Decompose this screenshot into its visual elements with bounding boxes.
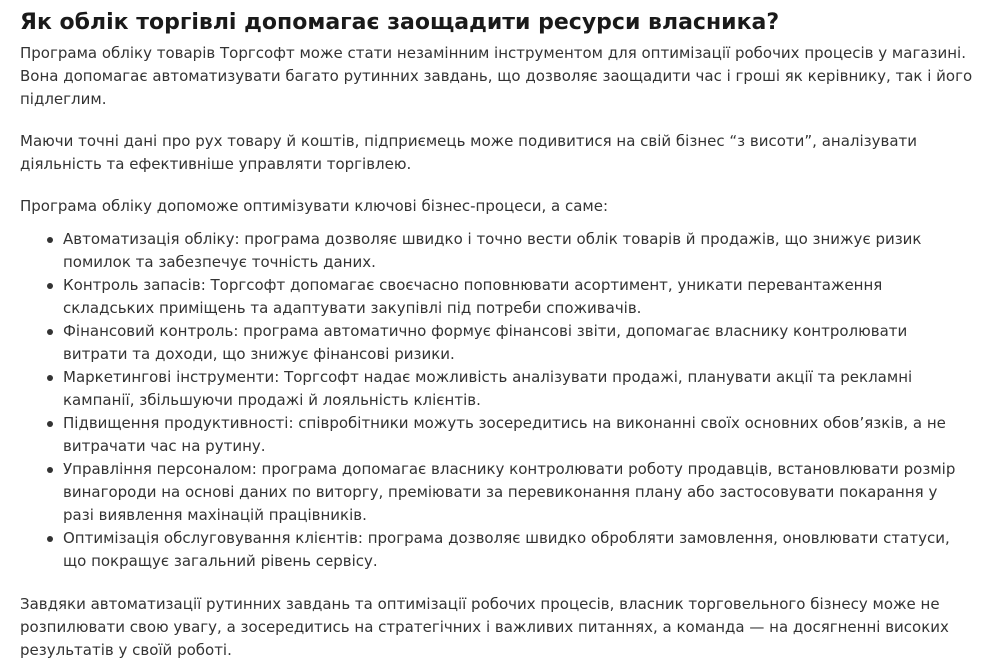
text-line: Завдяки автоматизації рутинних завдань та оптимізації робочих процесів, власник торговельного бізнесу може не [20, 595, 940, 613]
text-line: винагороди на основі даних по виторгу, преміювати за перевиконання плану або застосовувати покарання у [63, 483, 938, 501]
text-line: Маючи точні дані про рух товару й коштів, підприємець може подивитися на свій бізнес “з висоти”, аналізувати [20, 132, 918, 150]
text-line: складських приміщень та адаптувати закупівлі під потреби споживачів. [63, 299, 642, 317]
conclusion-paragraph [20, 593, 980, 662]
text-line: Оптимізація обслуговування клієнтів: програма дозволяє швидко обробляти замовлення, оновлювати статуси, [63, 529, 950, 547]
text-line: разі виявлення махінацій працівників. [63, 506, 367, 524]
list-intro-paragraph [20, 195, 980, 218]
text-line: Програма обліку товарів Торгсофт може стати незамінним інструментом для оптимізації робочих процесів у магазині. [20, 44, 966, 62]
bullet-icon [47, 237, 53, 243]
list-item [20, 274, 1000, 320]
list-item [20, 228, 1000, 274]
text-line: Автоматизація обліку: програма дозволяє швидко і точно вести облік товарів й продажів, що знижує ризик [63, 230, 922, 248]
intro-paragraph [20, 42, 980, 111]
text-line: витрачати час на рутину. [63, 437, 266, 455]
bullet-icon [47, 375, 53, 381]
bullet-icon [47, 467, 53, 473]
text-line: результатів у своїй роботі. [20, 641, 232, 659]
text-line: Маркетингові інструменти: Торгсофт надає можливість аналізувати продажі, планувати акції та рекламні [63, 368, 913, 386]
list-item [20, 527, 1000, 573]
text-line: Вона допомагає автоматизувати багато рутинних завдань, що дозволяє заощадити час і гроші як керівнику, так і його [20, 67, 973, 85]
bullet-icon [47, 421, 53, 427]
article-title: Як облік торгівлі допомагає заощадити ресурси власника? [20, 10, 780, 35]
bullet-icon [47, 329, 53, 335]
text-line: діяльність та ефективніше управляти торгівлею. [20, 155, 412, 173]
text-line: підлеглим. [20, 90, 107, 108]
text-line: Фінансовий контроль: програма автоматично формує фінансові звіти, допомагає власнику контролювати [63, 322, 908, 340]
text-line: Контроль запасів: Торгсофт допомагає своєчасно поповнювати асортимент, уникати перевантаження [63, 276, 883, 294]
text-line: розпилювати свою увагу, а зосередитись на стратегічних і важливих питаннях, а команда — на досягненні високих [20, 618, 949, 636]
text-line: витрати та доходи, що знижує фінансові ризики. [63, 345, 455, 363]
text-line: Підвищення продуктивності: співробітники можуть зосередитись на виконанні своїх основних обов’язків, а не [63, 414, 946, 432]
text-line: що покращує загальний рівень сервісу. [63, 552, 378, 570]
overview-paragraph [20, 130, 980, 176]
benefits-list [20, 228, 1000, 573]
text-line: помилок та забезпечує точність даних. [63, 253, 376, 271]
list-item [20, 458, 1000, 527]
bullet-icon [47, 536, 53, 542]
text-line: кампанії, збільшуючи продажі й лояльність клієнтів. [63, 391, 481, 409]
list-item [20, 320, 1000, 366]
text-line: Програма обліку допоможе оптимізувати ключові бізнес-процеси, а саме: [20, 197, 609, 215]
list-item [20, 366, 1000, 412]
bullet-icon [47, 283, 53, 289]
list-item [20, 412, 1000, 458]
text-line: Управління персоналом: програма допомагає власнику контролювати роботу продавців, встановлювати розмір [63, 460, 956, 478]
